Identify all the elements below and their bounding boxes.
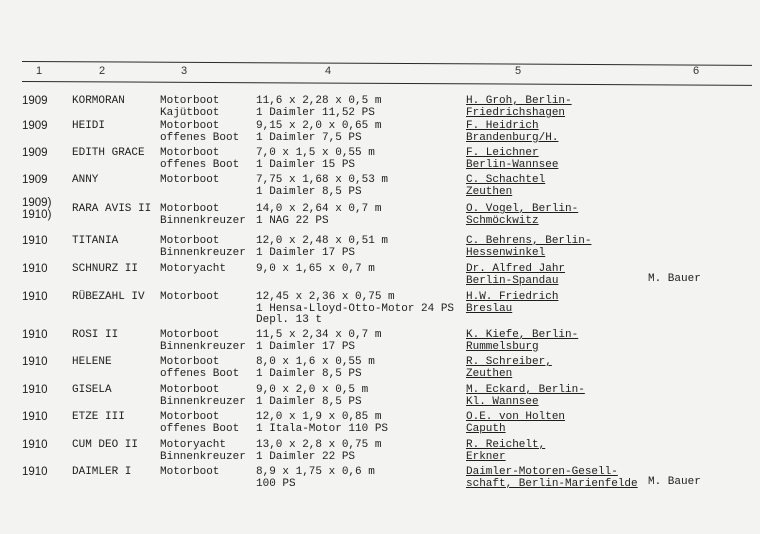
column-number-3: 3	[181, 65, 188, 77]
owner-line: H. Groh, Berlin-	[466, 95, 572, 107]
row-owner	[466, 467, 638, 490]
owner-line: schaft, Berlin-Marienfelde	[466, 477, 638, 490]
owner-line: Berlin-Spandau	[466, 274, 559, 287]
row-specifications: 7,75 x 1,68 x 0,53 m 1 Daimler 8,5 PS	[256, 174, 389, 198]
owner-line: R. Schreiber,	[466, 356, 552, 368]
owner-line: Daimler-Motoren-Gesell-	[466, 466, 618, 478]
row-extra-note: M. Bauer	[648, 476, 701, 488]
owner-line: F. Leichner	[466, 147, 539, 159]
row-owner	[466, 357, 552, 380]
row-vessel-type: Motoryacht	[160, 263, 227, 275]
owner-line: M. Eckard, Berlin-	[466, 384, 585, 396]
owner-line: H.W. Friedrich	[466, 291, 559, 303]
row-owner	[466, 204, 578, 227]
row-specifications: 11,5 x 2,34 x 0,7 m 1 Daimler 17 PS	[256, 329, 382, 353]
row-extra-note: M. Bauer	[648, 273, 701, 285]
row-vessel-type: Motorboot Kajütboot	[160, 95, 220, 119]
owner-line: K. Kiefe, Berlin-	[466, 329, 579, 341]
row-specifications: 13,0 x 2,8 x 0,75 m 1 Daimler 22 PS	[256, 439, 382, 463]
row-specifications: 9,15 x 2,0 x 0,65 m 1 Daimler 7,5 PS	[256, 120, 382, 144]
row-specifications: 11,6 x 2,28 x 0,5 m 1 Daimler 11,52 PS	[256, 95, 382, 119]
row-vessel-name: SCHNURZ II	[72, 263, 139, 275]
row-vessel-type: Motorboot offenes Boot	[160, 147, 240, 171]
row-owner	[466, 96, 572, 119]
row-owner	[466, 385, 585, 408]
owner-line: Dr. Alfred Jahr	[466, 263, 566, 275]
row-specifications: 12,0 x 1,9 x 0,85 m 1 Itala-Motor 110 PS	[256, 411, 389, 435]
owner-line: Zeuthen	[466, 185, 513, 198]
row-year: 1910	[22, 411, 48, 423]
owner-line: Caputh	[466, 422, 506, 435]
row-owner	[466, 440, 545, 463]
owner-line: Brandenburg/H.	[466, 131, 559, 144]
row-owner	[466, 292, 558, 315]
row-vessel-name: GISELA	[72, 384, 112, 396]
row-specifications: 7,0 x 1,5 x 0,55 m 1 Daimler 15 PS	[256, 147, 375, 171]
row-vessel-type: Motorboot	[160, 466, 220, 478]
row-vessel-name: RARA AVIS II	[72, 203, 152, 215]
row-year: 1909	[22, 174, 48, 186]
owner-line: C. Behrens, Berlin-	[466, 235, 592, 247]
owner-line: O.E. von Holten	[466, 411, 566, 423]
owner-line: Breslau	[466, 302, 513, 315]
row-vessel-type: Motorboot	[160, 174, 220, 186]
owner-line: Kl. Wannsee	[466, 395, 539, 408]
header-rule-bottom	[22, 81, 752, 86]
owner-line: Friedrichshagen	[466, 106, 566, 119]
header-rule-top	[22, 61, 752, 66]
row-specifications: 9,0 x 1,65 x 0,7 m	[256, 263, 375, 275]
row-year: 1910	[22, 263, 48, 275]
owner-line: O. Vogel, Berlin-	[466, 203, 579, 215]
column-number-2: 2	[99, 65, 106, 77]
row-owner	[466, 264, 565, 287]
row-vessel-name: TITANIA	[72, 235, 119, 247]
row-vessel-name: RÜBEZAHL IV	[72, 291, 145, 303]
owner-line: C. Schachtel	[466, 174, 546, 186]
owner-line: Rummelsburg	[466, 340, 539, 353]
column-number-1: 1	[36, 65, 43, 77]
row-vessel-type: Motoryacht Binnenkreuzer	[160, 439, 246, 463]
row-vessel-type: Motorboot offenes Boot	[160, 411, 240, 435]
row-year: 1909) 1910)	[22, 197, 52, 221]
owner-line: Schmöckwitz	[466, 214, 539, 227]
row-owner	[466, 148, 558, 171]
row-year: 1909	[22, 120, 48, 132]
row-year: 1910	[22, 466, 48, 478]
row-vessel-name: ETZE III	[72, 411, 125, 423]
owner-line: Erkner	[466, 450, 506, 463]
row-year: 1910	[22, 439, 48, 451]
row-vessel-name: DAIMLER I	[72, 466, 132, 478]
row-vessel-type: Motorboot Binnenkreuzer	[160, 235, 246, 259]
owner-line: Zeuthen	[466, 367, 513, 380]
row-specifications: 8,0 x 1,6 x 0,55 m 1 Daimler 8,5 PS	[256, 356, 375, 380]
row-vessel-name: CUM DEO II	[72, 439, 139, 451]
row-year: 1910	[22, 291, 48, 303]
row-owner	[466, 330, 578, 353]
row-specifications: 8,9 x 1,75 x 0,6 m 100 PS	[256, 466, 375, 490]
column-number-4: 4	[325, 65, 332, 77]
row-year: 1910	[22, 329, 48, 341]
row-vessel-name: HELENE	[72, 356, 112, 368]
owner-line: Berlin-Wannsee	[466, 158, 559, 171]
row-vessel-type: Motorboot Binnenkreuzer	[160, 329, 246, 353]
row-owner	[466, 121, 558, 144]
row-vessel-type: Motorboot offenes Boot	[160, 120, 240, 144]
row-vessel-type: Motorboot	[160, 291, 220, 303]
row-specifications: 14,0 x 2,64 x 0,7 m 1 NAG 22 PS	[256, 203, 382, 227]
row-owner	[466, 175, 545, 198]
row-year: 1910	[22, 356, 48, 368]
row-vessel-type: Motorboot offenes Boot	[160, 356, 240, 380]
row-vessel-name: EDITH GRACE	[72, 147, 145, 159]
row-specifications: 9,0 x 2,0 x 0,5 m 1 Daimler 8,5 PS	[256, 384, 369, 408]
column-number-5: 5	[515, 65, 522, 77]
row-year: 1909	[22, 147, 48, 159]
row-year: 1910	[22, 384, 48, 396]
row-year: 1910	[22, 235, 48, 247]
owner-line: F. Heidrich	[466, 120, 539, 132]
row-year: 1909	[22, 95, 48, 107]
row-vessel-type: Motorboot Binnenkreuzer	[160, 384, 246, 408]
owner-line: R. Reichelt,	[466, 439, 546, 451]
row-owner	[466, 412, 565, 435]
row-specifications: 12,0 x 2,48 x 0,51 m 1 Daimler 17 PS	[256, 235, 389, 259]
column-number-6: 6	[693, 65, 700, 77]
row-owner	[466, 236, 591, 259]
row-vessel-name: ANNY	[72, 174, 99, 186]
row-vessel-type: Motorboot Binnenkreuzer	[160, 203, 246, 227]
row-vessel-name: HEIDI	[72, 120, 106, 132]
row-specifications: 12,45 x 2,36 x 0,75 m 1 Hensa-Lloyd-Otto-Motor 24 PS Depl. 13 t	[256, 291, 455, 326]
owner-line: Hessenwinkel	[466, 246, 546, 259]
row-vessel-name: KORMORAN	[72, 95, 125, 107]
row-vessel-name: ROSI II	[72, 329, 119, 341]
